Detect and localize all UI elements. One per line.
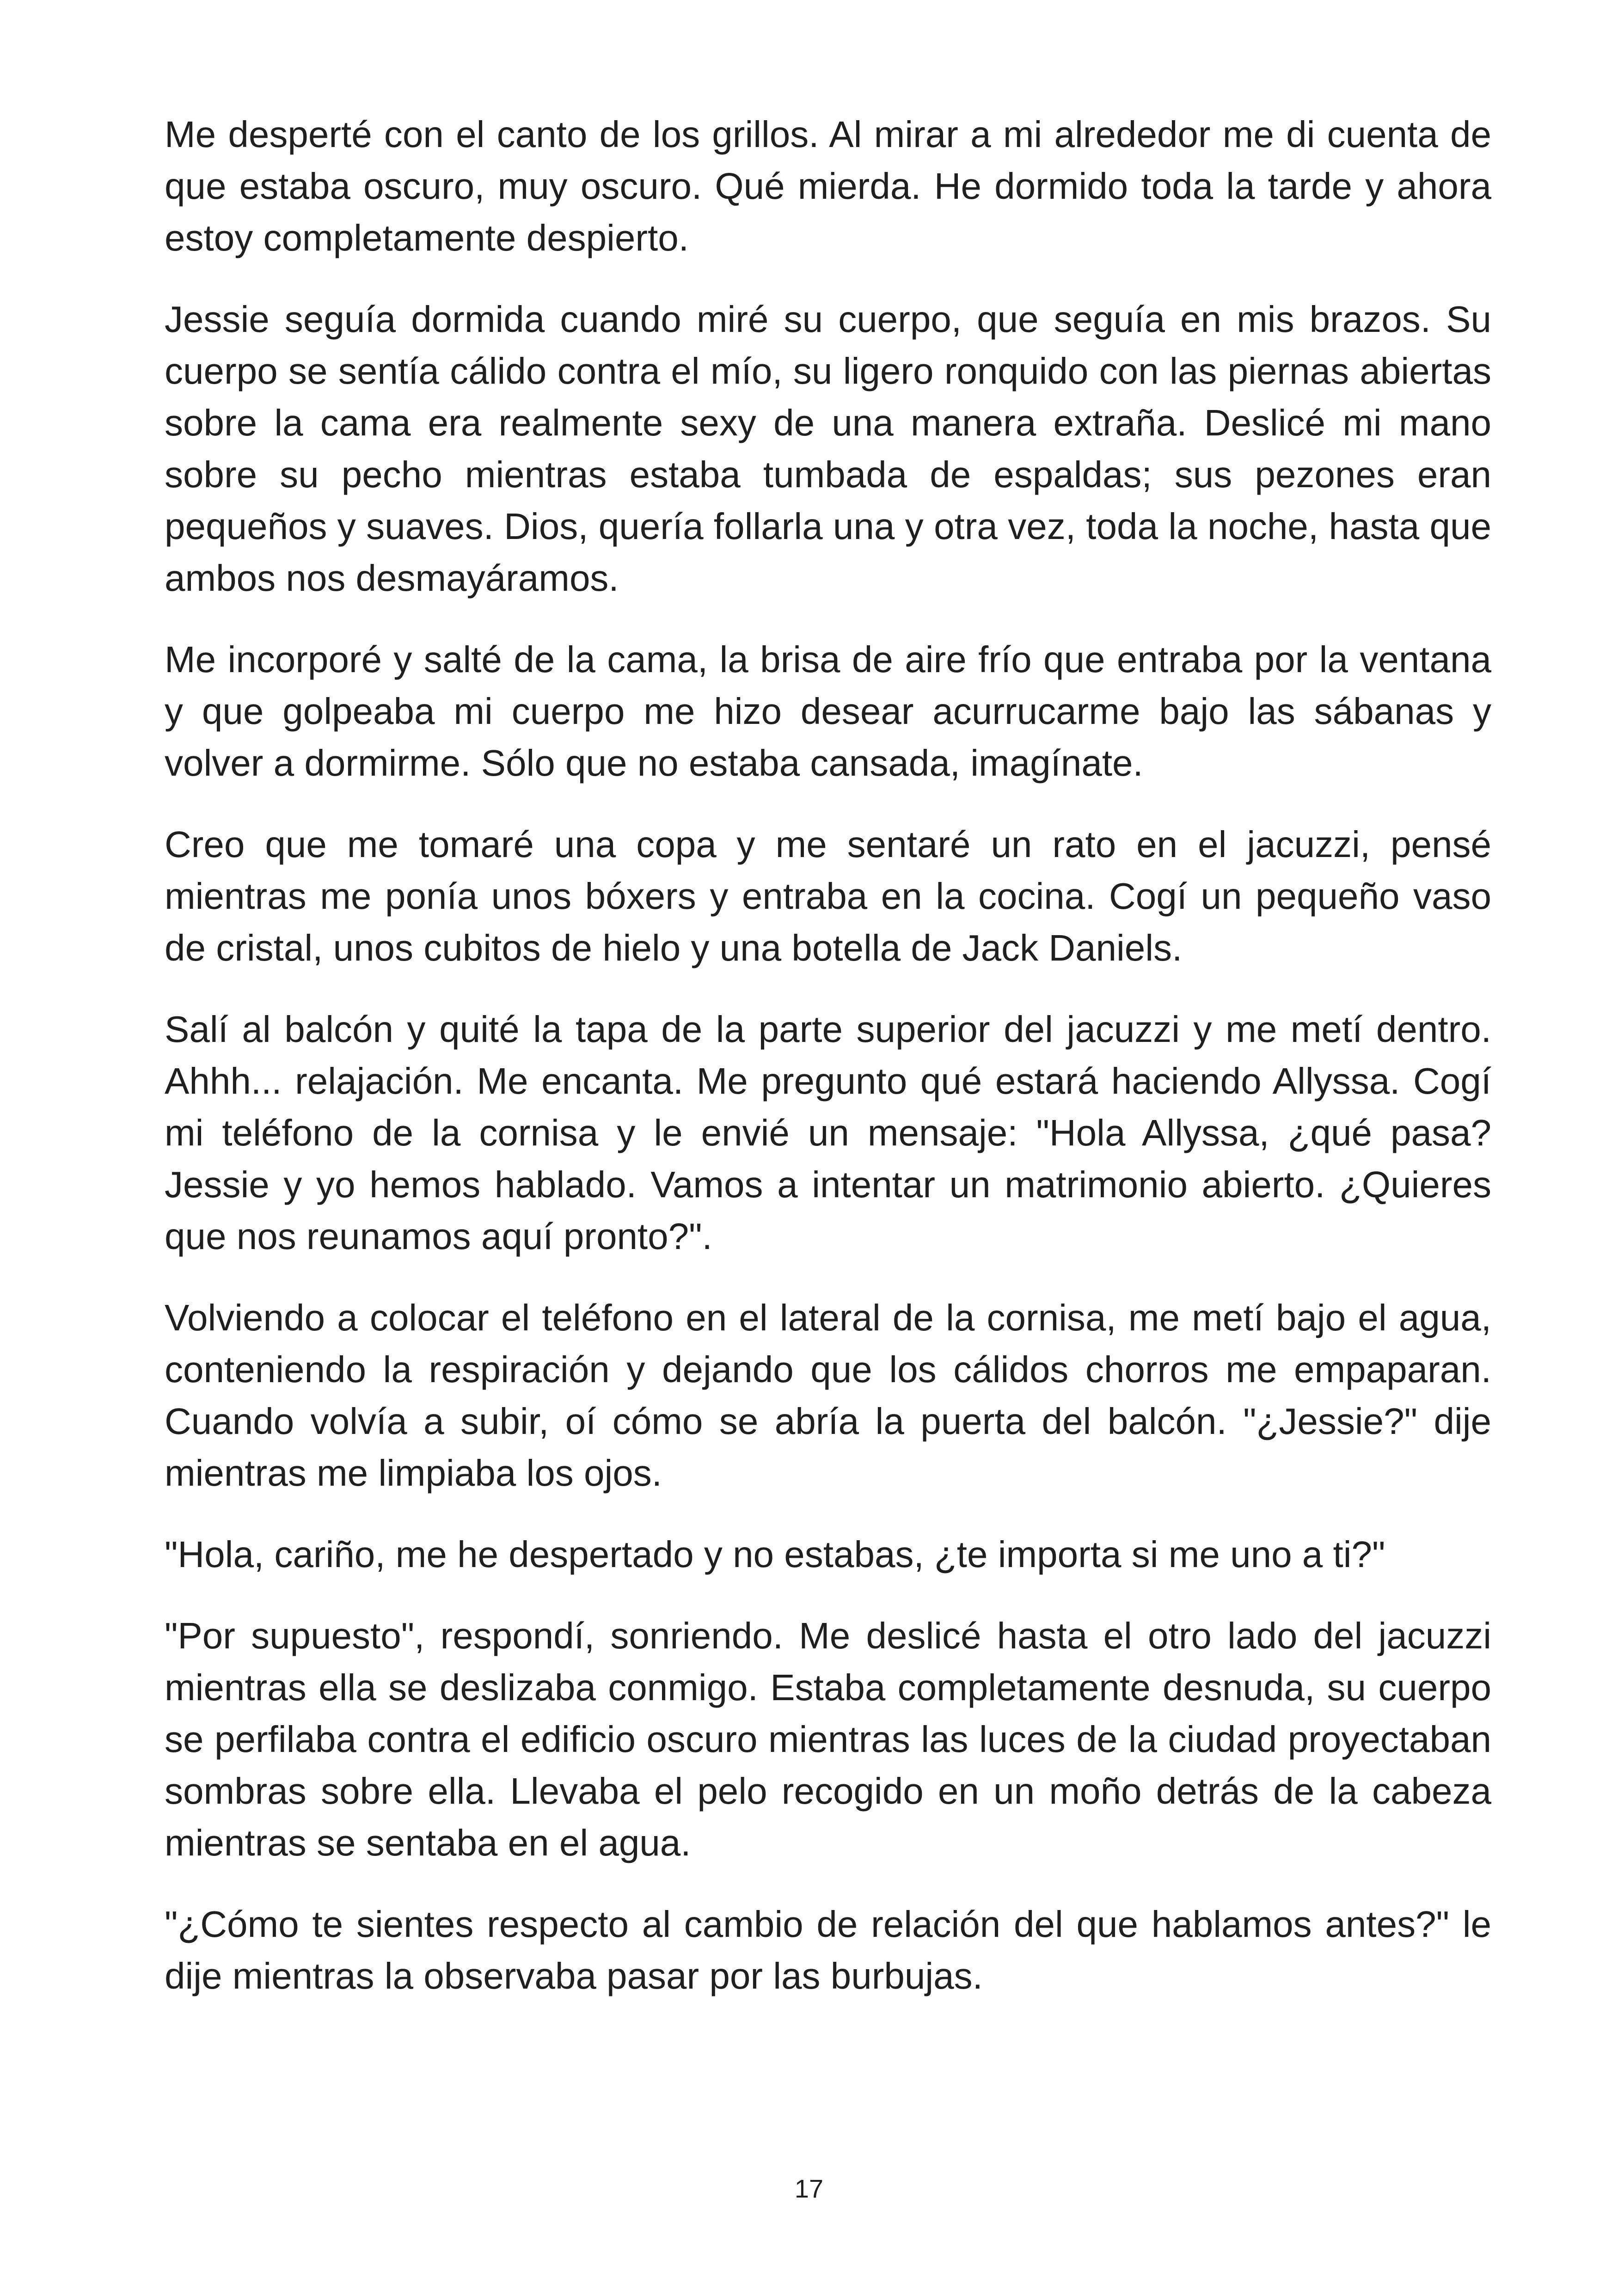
paragraph-9: "¿Cómo te sientes respecto al cambio de relación del que hablamos antes?" le dije mientras la observaba pasar por las burbujas. <box>165 1904 1491 1996</box>
page-number: 17 <box>794 2174 824 2203</box>
paragraph-7: "Hola, cariño, me he despertado y no estabas, ¿te importa si me uno a ti?" <box>165 1534 1385 1575</box>
paragraph-3: Me incorporé y salté de la cama, la brisa de aire frío que entraba por la ventana y que golpeaba mi cuerpo me hizo desear acurrucarme bajo las sábanas y volver a dormirme. Sólo que no estaba cansada, imagínate. <box>165 639 1491 784</box>
paragraph-6: Volviendo a colocar el teléfono en el lateral de la cornisa, me metí bajo el agua, conteniendo la respiración y dejando que los cálidos chorros me empaparan. Cuando volvía a subir, oí cómo se abría la puerta del balcón. "¿Jessie?" dije mientras me limpiaba los ojos. <box>165 1297 1491 1494</box>
paragraph-1: Me desperté con el canto de los grillos. Al mirar a mi alrededor me di cuenta de que estaba oscuro, muy oscuro. Qué mierda. He dormido toda la tarde y ahora estoy completamente despierto. <box>165 114 1491 258</box>
paragraph-8: "Por supuesto", respondí, sonriendo. Me deslicé hasta el otro lado del jacuzzi mientras ella se deslizaba conmigo. Estaba completamente desnuda, su cuerpo se perfilaba contra el edificio oscuro mientras las luces de la ciudad proyectaban sombras sobre ella. Llevaba el pelo recogido en un moño detrás de la cabeza mientras se sentaba en el agua. <box>165 1615 1491 1863</box>
paragraph-5: Salí al balcón y quité la tapa de la parte superior del jacuzzi y me metí dentro. Ahhh... relajación. Me encanta. Me pregunto qué estará haciendo Allyssa. Cogí mi teléfono de la cornisa y le envié un mensaje: "Hola Allyssa, ¿qué pasa? Jessie y yo hemos hablado. Vamos a intentar un matrimonio abierto. ¿Quieres que nos reunamos aquí pronto?". <box>165 1009 1491 1257</box>
paragraph-4: Creo que me tomaré una copa y me sentaré un rato en el jacuzzi, pensé mientras me ponía unos bóxers y entraba en la cocina. Cogí un pequeño vaso de cristal, unos cubitos de hielo y una botella de Jack Daniels. <box>165 824 1491 968</box>
paragraph-2: Jessie seguía dormida cuando miré su cuerpo, que seguía en mis brazos. Su cuerpo se sentía cálido contra el mío, su ligero ronquido con las piernas abiertas sobre la cama era realmente sexy de una manera extraña. Deslicé mi mano sobre su pecho mientras estaba tumbada de espaldas; sus pezones eran pequeños y suaves. Dios, quería follarla una y otra vez, toda la noche, hasta que ambos nos desmayáramos. <box>165 299 1491 599</box>
body-text <box>165 109 1491 2032</box>
